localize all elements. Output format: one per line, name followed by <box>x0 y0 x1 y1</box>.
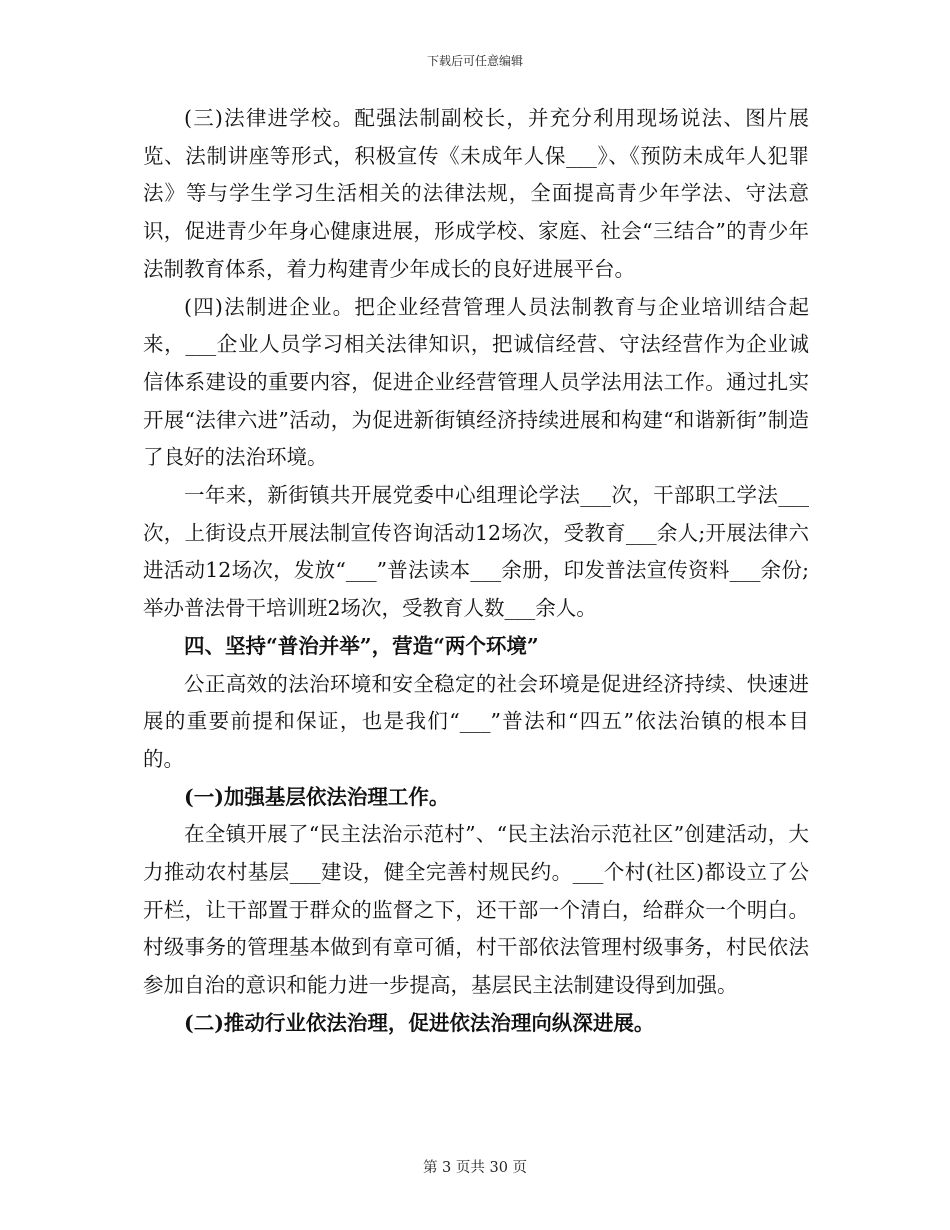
subheading-grassroots-governance: (一)加强基层依法治理工作。 <box>184 784 450 809</box>
paragraph-law-in-schools: (三)法律进学校。配强法制副校长，并充分利用现场说法、图片展览、法制讲座等形式，积极宣传《未成年人保___》、《预防未成年人犯罪法》等与学生学习生活相关的法律法规，全面提高青少年学法、守法意识，促进青少年身心健康进展，形成学校、家庭、社会“三结合”的青少年法制教育体系，着力构建青少年成长的良好进展平台。 <box>143 106 809 281</box>
document-body <box>143 100 809 1043</box>
page-footer: 第 3 页共 30 页 <box>422 1160 528 1176</box>
paragraph-annual-summary: 一年来，新街镇共开展党委中心组理论学法___次，干部职工学法___次，上街设点开展法制宣传咨询活动12场次，受教育___余人;开展法律六进活动12场次，发放“___”普法读本___余册，印发普法宣传资料___余份;举办普法骨干培训班2场次，受教育人数___余人。 <box>143 483 809 621</box>
subheading-industry-governance: (二)推动行业依法治理，促进依法治理向纵深进展。 <box>184 1010 655 1035</box>
paragraph-demonstration-villages: 在全镇开展了“民主法治示范村”、“民主法治示范社区”创建活动，大力推动农村基层___建设，健全完善村规民约。___个村(社区)都设立了公开栏，让干部置于群众的监督之下，还干部一个清白，给群众一个明白。村级事务的管理基本做到有章可循，村干部依法管理村级事务，村民依法参加自治的意识和能力进一步提高，基层民主法制建设得到加强。 <box>143 822 809 998</box>
paragraph-law-in-enterprises: (四)法制进企业。把企业经营管理人员法制教育与企业培训结合起来，___企业人员学习相关法律知识，把诚信经营、守法经营作为企业诚信体系建设的重要内容，促进企业经营管理人员学法用法工作。通过扎实开展“法律六进”活动，为促进新街镇经济持续进展和构建“和谐新街”制造了良好的法治环境。 <box>143 294 809 470</box>
section-heading-four: 四、坚持“普治并举”，营造“两个环境” <box>184 633 539 658</box>
page-header: 下载后可任意编辑 <box>426 54 523 68</box>
paragraph-legal-environment: 公正高效的法治环境和安全稳定的社会环境是促进经济持续、快速进展的重要前提和保证，也是我们“___”普法和“四五”依法治镇的根本目的。 <box>143 671 809 771</box>
